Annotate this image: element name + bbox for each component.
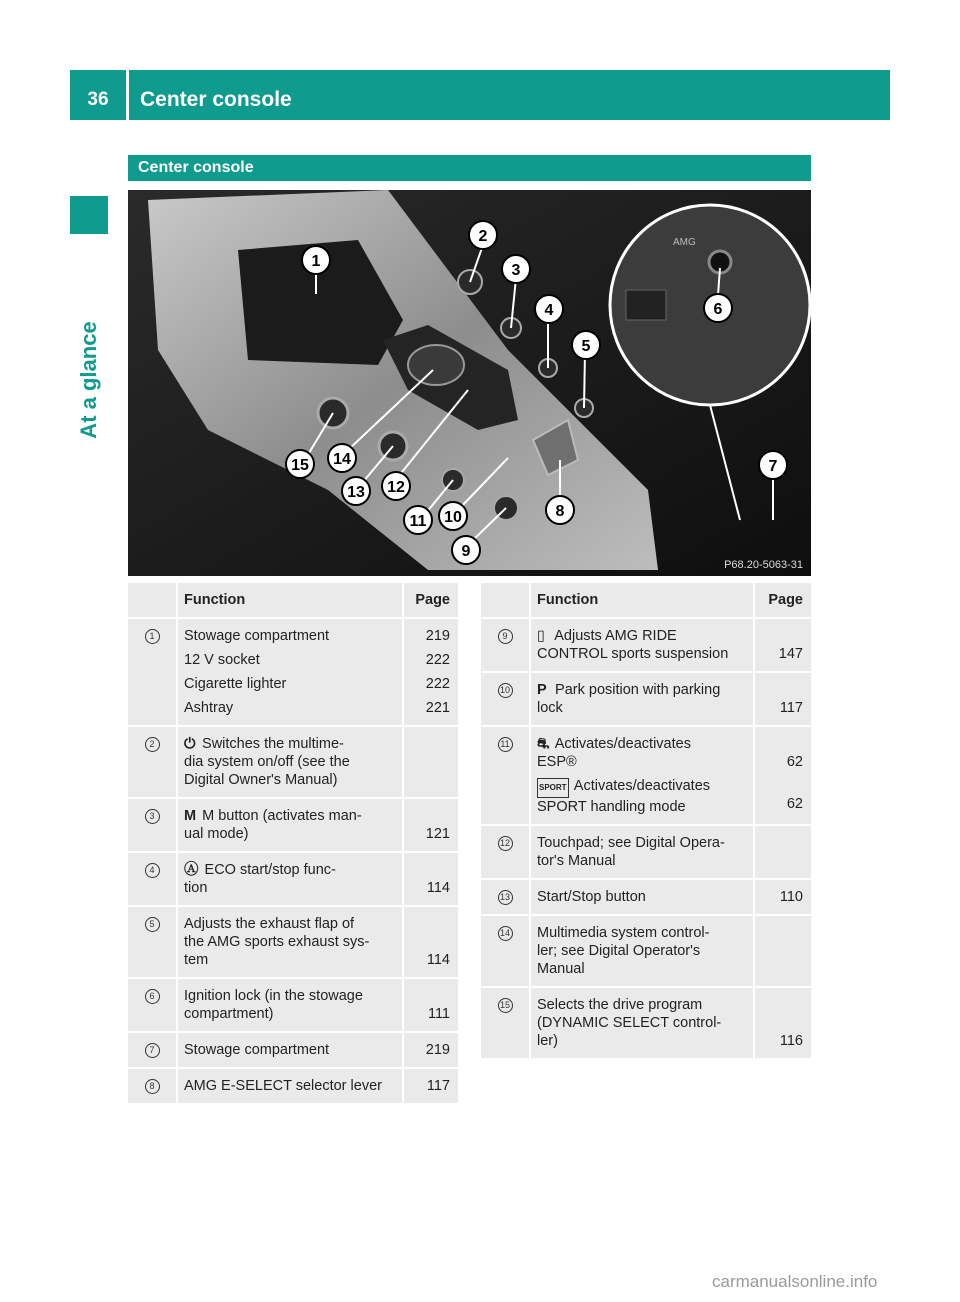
function-cell xyxy=(530,879,754,915)
page-cell xyxy=(754,915,811,987)
page-cell xyxy=(403,798,458,852)
function-text: ual mode) xyxy=(184,826,249,842)
function-cell xyxy=(177,978,403,1032)
table-row xyxy=(481,987,811,1059)
page-number-ref: 114 xyxy=(426,880,450,896)
function-symbol-icon: M xyxy=(184,808,197,824)
function-text: AMG E-SELECT selector lever xyxy=(184,1078,382,1094)
page-cell xyxy=(754,987,811,1059)
svg-text:15: 15 xyxy=(291,457,309,474)
svg-text:6: 6 xyxy=(713,301,723,318)
function-cell xyxy=(177,1032,403,1068)
table-row xyxy=(128,618,458,726)
row-number: 11 xyxy=(498,737,513,752)
row-number-cell xyxy=(128,978,177,1032)
page-cell xyxy=(403,906,458,978)
callout-13 xyxy=(342,477,370,505)
page-number-ref: 110 xyxy=(779,889,803,905)
function-text: Manual xyxy=(537,961,585,977)
function-text: CONTROL sports suspension xyxy=(537,646,729,662)
row-number: 6 xyxy=(145,989,160,1004)
header-separator xyxy=(126,70,129,120)
function-entry xyxy=(537,735,747,771)
table-row xyxy=(128,906,458,978)
function-cell xyxy=(177,726,403,798)
page-cell xyxy=(754,726,811,825)
function-entry xyxy=(184,1077,396,1095)
callout-12 xyxy=(382,472,410,500)
page-cell xyxy=(403,978,458,1032)
function-text: Digital Owner's Manual) xyxy=(184,772,338,788)
function-text: Selects the drive program xyxy=(537,997,703,1013)
row-number: 9 xyxy=(498,629,513,644)
function-table-right xyxy=(481,583,811,1060)
function-text: dia system on/off (see the xyxy=(184,754,350,770)
function-entry xyxy=(184,675,396,693)
row-number: 5 xyxy=(145,917,160,932)
table-row xyxy=(128,1068,458,1104)
function-cell xyxy=(530,915,754,987)
function-entry xyxy=(537,681,747,717)
function-text: Touchpad; see Digital Opera- xyxy=(537,835,725,851)
function-cell xyxy=(177,618,403,726)
table-row xyxy=(481,672,811,726)
row-number-cell xyxy=(128,726,177,798)
function-entry xyxy=(184,807,396,843)
header-page: Page xyxy=(754,583,811,618)
page-number-ref: 117 xyxy=(426,1078,450,1094)
header-function: Function xyxy=(177,583,403,618)
center-console-photo xyxy=(128,190,811,576)
function-text: Adjusts AMG RIDE xyxy=(554,628,677,644)
footer-logo: carmanualsonline.info xyxy=(712,1272,878,1291)
function-text: ler) xyxy=(537,1033,558,1049)
svg-text:3: 3 xyxy=(511,262,521,279)
header-page: Page xyxy=(403,583,458,618)
svg-text:2: 2 xyxy=(478,228,488,245)
table-body-right xyxy=(481,618,811,1059)
table-row xyxy=(128,1032,458,1068)
function-cell xyxy=(177,798,403,852)
function-symbol-icon: ⏻ xyxy=(184,736,196,752)
callout-11 xyxy=(404,506,432,534)
brand-mark: AMG xyxy=(673,237,696,248)
section-title: Center console xyxy=(128,155,811,181)
row-number: 1 xyxy=(145,629,160,644)
page-cell xyxy=(754,825,811,879)
page-cell xyxy=(754,879,811,915)
function-symbol-icon: ▯ xyxy=(537,628,545,644)
function-symbol-icon: SPORT xyxy=(537,778,569,798)
svg-text:14: 14 xyxy=(333,451,351,468)
page-number-ref: 117 xyxy=(779,700,803,716)
table-row xyxy=(481,726,811,825)
function-text: tor's Manual xyxy=(537,853,616,869)
callout-8 xyxy=(546,496,574,524)
svg-text:10: 10 xyxy=(444,509,462,526)
row-number-cell xyxy=(481,726,530,825)
function-cell xyxy=(177,852,403,906)
page-number-ref: 114 xyxy=(426,952,450,968)
function-symbol-icon: ⛐ xyxy=(537,736,550,752)
callout-10 xyxy=(439,502,467,530)
page-cell xyxy=(403,618,458,726)
side-tab-label: At a glance xyxy=(76,321,101,439)
side-tab-marker xyxy=(70,196,108,234)
svg-text:5: 5 xyxy=(581,338,591,355)
table-body-left xyxy=(128,618,458,1104)
callout-14 xyxy=(328,444,356,472)
row-number-cell xyxy=(128,906,177,978)
callout-2 xyxy=(469,221,497,249)
page-cell xyxy=(754,672,811,726)
row-number-cell xyxy=(481,915,530,987)
row-number-cell xyxy=(481,987,530,1059)
function-cell xyxy=(177,1068,403,1104)
function-text: ECO start/stop func- xyxy=(204,862,336,878)
page-cell xyxy=(403,852,458,906)
row-number-cell xyxy=(128,618,177,726)
function-entry xyxy=(184,627,396,645)
svg-text:12: 12 xyxy=(387,479,405,496)
function-text: M button (activates man- xyxy=(202,808,362,824)
row-number-cell xyxy=(128,798,177,852)
page-number-ref: 62 xyxy=(786,754,803,770)
row-number: 14 xyxy=(498,926,513,941)
svg-text:9: 9 xyxy=(461,543,471,560)
callout-6 xyxy=(704,294,732,322)
function-text: tem xyxy=(184,952,209,968)
row-number-cell xyxy=(128,852,177,906)
function-entry xyxy=(184,699,396,717)
function-text: (DYNAMIC SELECT control- xyxy=(537,1015,722,1031)
function-entry xyxy=(537,834,747,870)
function-text: Ashtray xyxy=(184,700,234,716)
row-number: 12 xyxy=(498,836,513,851)
function-cell xyxy=(530,672,754,726)
page-number-ref xyxy=(763,852,803,870)
function-text: ler; see Digital Operator's xyxy=(537,943,701,959)
function-entry xyxy=(184,861,396,897)
function-entry xyxy=(537,777,747,816)
page-number-ref: 62 xyxy=(786,796,803,812)
function-text: Adjusts the exhaust flap of xyxy=(184,916,355,932)
page-number-ref: 147 xyxy=(778,646,803,662)
row-number: 13 xyxy=(498,890,513,905)
function-text: Activates/deactivates xyxy=(554,736,691,752)
table-row xyxy=(481,879,811,915)
callout-5 xyxy=(572,331,600,359)
header-num-cell xyxy=(128,583,177,618)
function-text: SPORT handling mode xyxy=(537,799,686,815)
function-text: tion xyxy=(184,880,208,896)
function-text: ESP® xyxy=(537,754,577,770)
callout-15 xyxy=(286,450,314,478)
callout-3 xyxy=(502,255,530,283)
table-row xyxy=(481,618,811,672)
row-number: 8 xyxy=(145,1079,160,1094)
page-number-ref: 121 xyxy=(425,826,450,842)
header-num-cell xyxy=(481,583,530,618)
function-cell xyxy=(530,825,754,879)
image-code: P68.20-5063-31 xyxy=(724,559,803,571)
function-text: Ignition lock (in the stowage xyxy=(184,988,363,1004)
function-text: Park position with parking xyxy=(555,682,721,698)
page-number-ref xyxy=(412,771,450,789)
page-cell xyxy=(403,726,458,798)
row-number: 2 xyxy=(145,737,160,752)
callout-7 xyxy=(759,451,787,479)
function-entry xyxy=(537,627,747,663)
function-cell xyxy=(530,987,754,1059)
function-text: Activates/deactivates xyxy=(573,778,711,794)
function-entry xyxy=(537,924,747,978)
row-number-cell xyxy=(481,879,530,915)
function-text: Switches the multime- xyxy=(202,736,344,752)
page-number-ref: 111 xyxy=(427,1006,450,1022)
function-entry xyxy=(537,996,747,1050)
page-number-ref: 219 xyxy=(425,628,450,644)
function-entry xyxy=(184,915,396,969)
table-header-row xyxy=(128,583,458,618)
table-row xyxy=(128,726,458,798)
table-row xyxy=(128,978,458,1032)
header-function: Function xyxy=(530,583,754,618)
function-entry xyxy=(184,1041,396,1059)
function-text: Start/Stop button xyxy=(537,889,646,905)
function-symbol-icon: Ⓐ xyxy=(184,862,199,878)
page-cell xyxy=(403,1068,458,1104)
table-header-row xyxy=(481,583,811,618)
page-cell xyxy=(403,1032,458,1068)
row-number-cell xyxy=(128,1068,177,1104)
page-cell xyxy=(754,618,811,672)
function-entry xyxy=(537,888,747,906)
callout-4 xyxy=(535,295,563,323)
function-cell xyxy=(530,618,754,672)
table-row xyxy=(128,852,458,906)
function-table-left xyxy=(128,583,458,1105)
function-text: 12 V socket xyxy=(184,652,260,668)
row-number-cell xyxy=(128,1032,177,1068)
row-number-cell xyxy=(481,825,530,879)
function-text: the AMG sports exhaust sys- xyxy=(184,934,370,950)
function-entry xyxy=(184,651,396,669)
function-entry xyxy=(184,735,396,789)
callout-1 xyxy=(302,246,330,274)
center-console-illustration xyxy=(128,190,811,576)
function-cell xyxy=(177,906,403,978)
function-text: Stowage compartment xyxy=(184,1042,330,1058)
table-row xyxy=(481,915,811,987)
function-text: lock xyxy=(537,700,563,716)
table-row xyxy=(481,825,811,879)
page-number-ref: 222 xyxy=(425,652,450,668)
function-symbol-icon: P xyxy=(537,682,547,698)
function-text: Stowage compartment xyxy=(184,628,330,644)
row-number: 15 xyxy=(498,998,513,1013)
function-entry xyxy=(184,987,396,1023)
row-number: 10 xyxy=(498,683,513,698)
header-title: Center console xyxy=(140,88,292,111)
svg-text:8: 8 xyxy=(555,503,565,520)
page-number-ref: 116 xyxy=(779,1033,803,1049)
page-number-ref: 222 xyxy=(425,676,450,692)
page-number-ref xyxy=(763,960,803,978)
svg-text:4: 4 xyxy=(544,302,554,319)
function-text: Multimedia system control- xyxy=(537,925,710,941)
row-number: 4 xyxy=(145,863,160,878)
svg-text:7: 7 xyxy=(768,458,778,475)
function-cell xyxy=(530,726,754,825)
svg-text:13: 13 xyxy=(347,484,365,501)
row-number-cell xyxy=(481,672,530,726)
callout-9 xyxy=(452,536,480,564)
row-number: 7 xyxy=(145,1043,160,1058)
table-row xyxy=(128,798,458,852)
svg-text:11: 11 xyxy=(409,513,427,530)
page-number: 36 xyxy=(87,89,109,110)
row-number: 3 xyxy=(145,809,160,824)
page-number-ref: 221 xyxy=(425,700,450,716)
function-text: compartment) xyxy=(184,1006,274,1022)
page-number-ref: 219 xyxy=(425,1042,450,1058)
row-number-cell xyxy=(481,618,530,672)
svg-text:1: 1 xyxy=(311,253,321,270)
function-text: Cigarette lighter xyxy=(184,676,287,692)
